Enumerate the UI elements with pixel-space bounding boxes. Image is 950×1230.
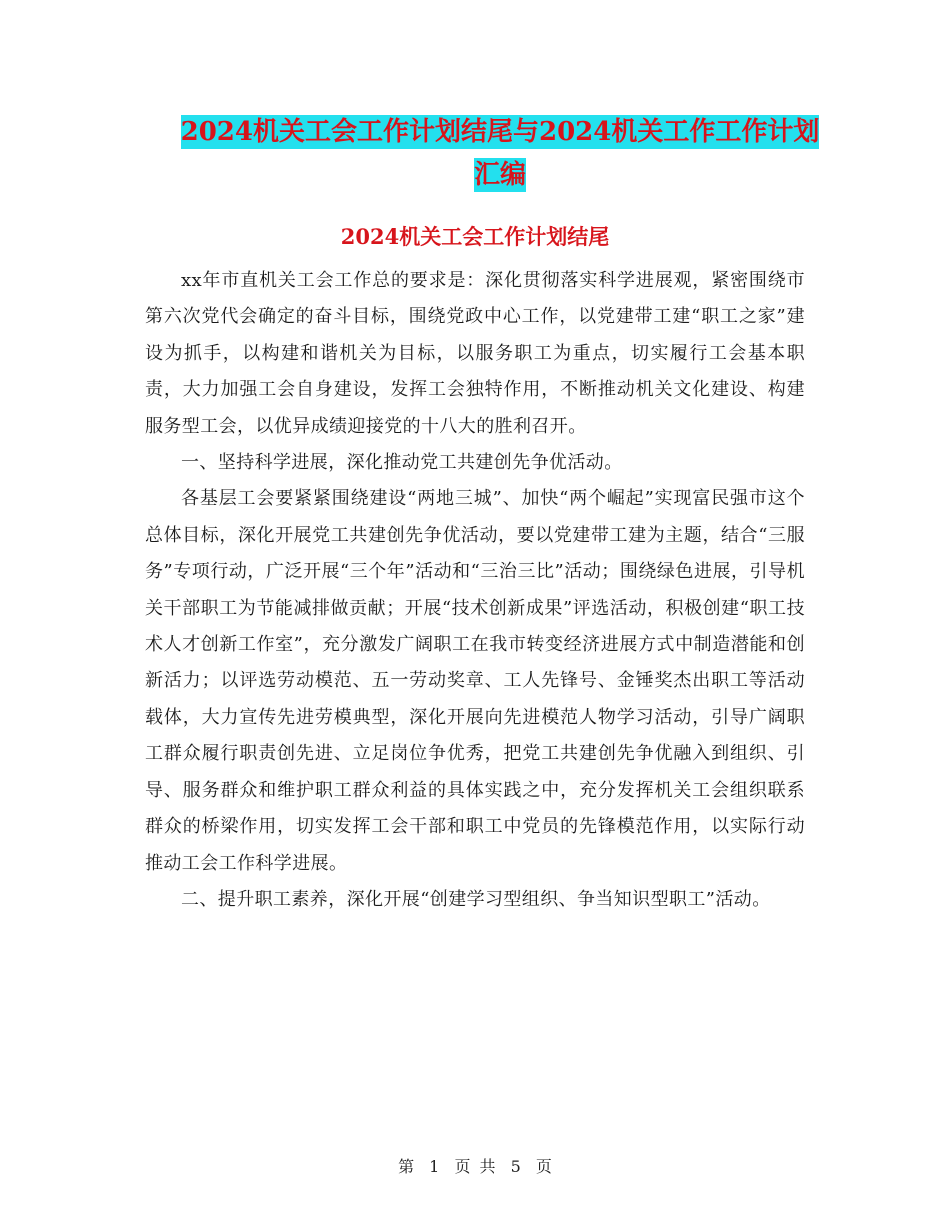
document-title-line-1 (100, 108, 900, 156)
paragraph-heading-1: 一、坚持科学进展，深化推动党工共建创先争优活动。 (181, 452, 623, 474)
footer-total-pages: 5 (510, 1157, 521, 1176)
footer-middle: 页 共 (454, 1157, 496, 1176)
footer-suffix: 页 (535, 1157, 552, 1176)
paragraph-section-1: 各基层工会要紧紧围绕建设“两地三城”、加快“两个崛起”实现富民强市这个总体目标，深化开展党工共建创先争优活动，要以党建带工建为主题，结合“三服务”专项行动，广泛开展“三个年”活动和“三治三比”活动；围绕绿色进展，引导机关干部职工为节能减排做贡献；开展“技术创新成果”评选活动，积极创建“职工技术人才创新工作室”，充分激发广阔职工在我市转变经济进展方式中制造潜能和创新活力；以评选劳动模范、五一劳动奖章、工人先锋号、金锤奖杰出职工等活动载体，大力宣传先进劳模典型，深化开展向先进模范人物学习活动，引导广阔职工群众履行职责创先进、立足岗位争优秀，把党工共建创先争优融入到组织、引导、服务群众和维护职工群众利益的具体实践之中，充分发挥机关工会组织联系群众的桥梁作用，切实发挥工会干部和职工中党员的先锋模范作用，以实际行动推动工会工作科学进展。 (145, 488, 805, 874)
paragraph-intro: xx年市直机关工会工作总的要求是：深化贯彻落实科学进展观，紧密围绕市第六次党代会确定的奋斗目标，围绕党政中心工作，以党建带工建“职工之家”建设为抓手，以构建和谐机关为目标，以服务职工为重点，切实履行工会基本职责，大力加强工会自身建设，发挥工会独特作用，不断推动机关文化建设、构建服务型工会，以优异成绩迎接党的十八大的胜利召开。 (145, 270, 805, 437)
page-footer (0, 1155, 950, 1179)
section-title: 2024机关工会工作计划结尾 (340, 224, 610, 249)
document-title-text-1: 2024机关工会工作计划结尾与2024机关工作工作计划 (180, 117, 820, 147)
paragraph-heading-2: 二、提升职工素养，深化开展“创建学习型组织、争当知识型职工”活动。 (181, 888, 771, 910)
document-body (145, 263, 805, 918)
document-title-text-2: 汇编 (473, 160, 526, 190)
document-title-line-2 (100, 151, 900, 199)
footer-prefix: 第 (398, 1157, 415, 1176)
footer-page-number: 1 (429, 1157, 440, 1176)
